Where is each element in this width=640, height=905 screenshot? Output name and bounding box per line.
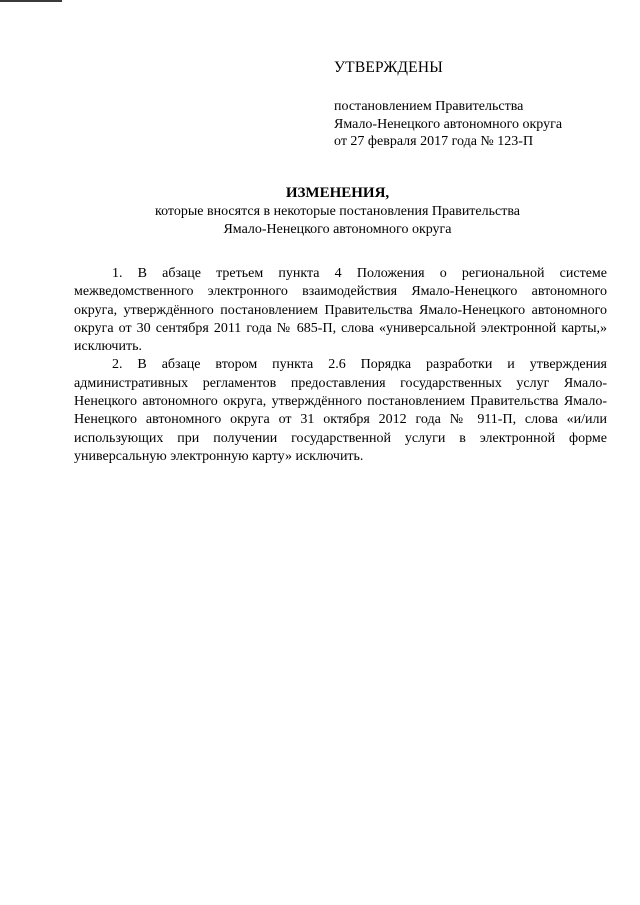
approval-line-decree: постановлением Правительства: [334, 99, 524, 114]
paragraph-2: 2. В абзаце втором пункта 2.6 Порядка разработки и утверждения административных регламентов предоставления государственных услуг Ямало-Ненецкого автономного округа, утверждённого постановлением Правительства Ямало-Ненецкого автономного округа от 31 октября 2012 года № 911-П, слова «и/или использующих при получении государственной услуги в электронной форме универсальную электронную карту» исключить.: [74, 357, 607, 464]
approved-label: УТВЕРЖДЕНЫ: [334, 59, 443, 76]
paragraph-1: 1. В абзаце третьем пункта 4 Положения о региональной системе межведомственного электронного взаимодействия Ямало-Ненецкого автономного округа, утверждённого постановлением Правительства Ямало-Ненецкого автономного округа от 30 сентября 2011 года № 685-П, слова «универсальной электронной карты,» исключить.: [74, 266, 607, 355]
document-title: ИЗМЕНЕНИЯ,: [285, 185, 390, 201]
scan-edge-mark: [0, 0, 62, 2]
document-heading: [60, 183, 615, 238]
approval-block: [334, 58, 624, 151]
document-body: [74, 265, 607, 466]
approval-line-region: Ямало-Ненецкого автономного округа: [334, 116, 563, 132]
approval-line-date: от 27 февраля 2017 года № 123-П: [334, 134, 534, 149]
document-subtitle-line-1: которые вносятся в некоторые постановления Правительства: [155, 204, 520, 219]
document-subtitle-line-2: Ямало-Ненецкого автономного округа: [223, 221, 452, 237]
